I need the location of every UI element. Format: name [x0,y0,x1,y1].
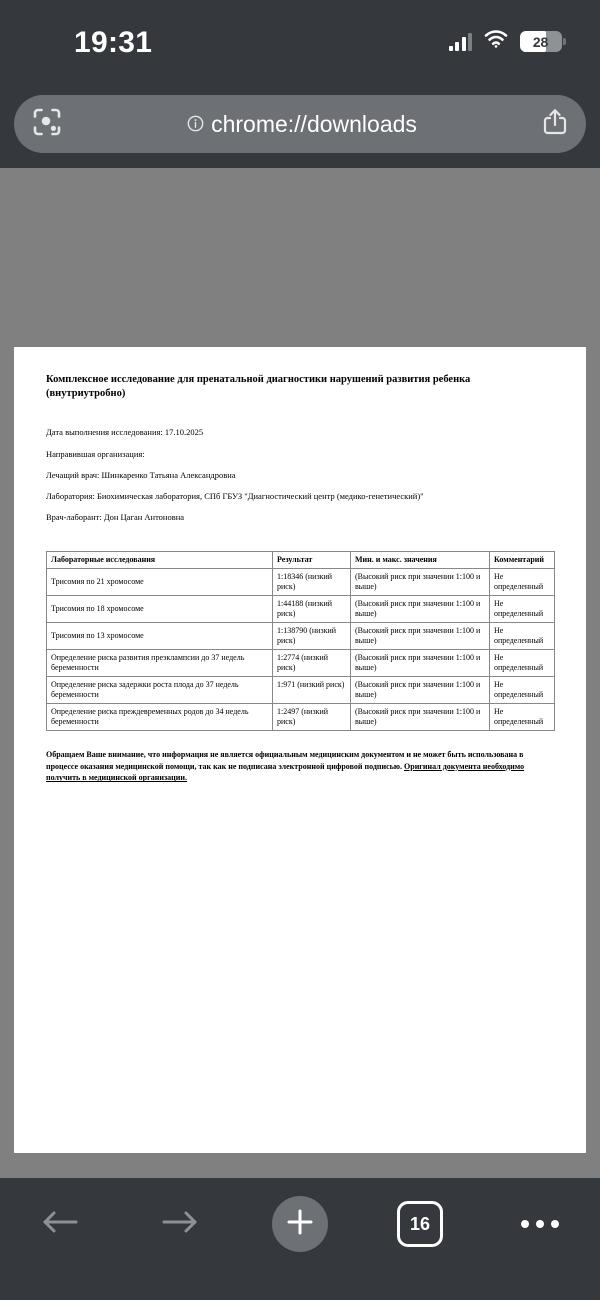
cell-range: (Высокий риск при значении 1:100 и выше) [351,623,490,650]
tab-switcher-button[interactable] [360,1190,480,1258]
back-button[interactable] [0,1190,120,1258]
cell-range: (Высокий риск при значении 1:100 и выше) [351,704,490,731]
column-header-range: Мин. и макс. значения [351,552,490,569]
url-label[interactable]: chrome://downloads [211,110,417,137]
cell-comment: Не определенный [490,704,555,731]
cell-result: 1:18346 (низкий риск) [273,569,351,596]
table-row [47,596,555,623]
cell-result: 1:971 (низкий риск) [273,677,351,704]
cell-result: 1:138790 (низкий риск) [273,623,351,650]
cellular-signal-icon [449,33,473,51]
arrow-right-icon[interactable] [160,1207,200,1242]
cell-comment: Не определенный [490,650,555,677]
document-meta-lab-technician: Врач-лаборант: Дон Цаган Антоновна [46,512,185,523]
tab-count-label: 16 [409,1213,431,1234]
cell-test-name: Трисомия по 13 хромосоме [47,623,273,650]
table-row [47,677,555,704]
document-title: Комплексное исследование для пренатальной диагностики нарушений развития ребенка (внутриутробно) [46,374,471,400]
cell-comment: Не определенный [490,623,555,650]
table-header-row [47,552,555,569]
address-bar[interactable] [14,95,586,153]
document-meta-organization: Направившая организация: [46,448,145,459]
cell-test-name: Трисомия по 21 хромосоме [47,569,273,596]
document-page [14,347,586,1153]
status-bar-clock: 19:31 [74,26,153,59]
document-disclaimer [46,749,546,784]
cell-comment: Не определенный [490,569,555,596]
share-icon[interactable] [542,107,568,142]
battery-level-label: 28 [532,33,549,50]
document-meta-doctor: Лечащий врач: Шинкаренко Татьяна Александровна [46,469,236,480]
cell-test-name: Трисомия по 18 хромосоме [47,596,273,623]
table-row [47,650,555,677]
disclaimer-text: Обращаем Ваше внимание, что информация не является официальным медицинским документом и не может быть использована в процессе оказания медицинской помощи, так как не подписана электронной цифровой подписью. [46,750,524,771]
cell-test-name: Определение риска развития преэклампсии до 37 недель беременности [47,650,273,677]
table-row [47,704,555,731]
cell-range: (Высокий риск при значении 1:100 и выше) [351,650,490,677]
more-options-button[interactable] [480,1190,600,1258]
column-header-test: Лабораторные исследования [47,552,273,569]
page-info-icon[interactable] [187,111,204,138]
cell-test-name: Определение риска преждевременных родов до 34 недель беременности [47,704,273,731]
cell-range: (Высокий риск при значении 1:100 и выше) [351,569,490,596]
column-header-result: Результат [273,552,351,569]
table-row [47,569,555,596]
browser-toolbar-top [0,88,600,168]
status-bar [0,0,600,88]
cell-comment: Не определенный [490,596,555,623]
cell-result: 1:2497 (низкий риск) [273,704,351,731]
address-bar-text-container[interactable] [62,111,542,138]
page-viewport[interactable] [0,168,600,1178]
disclaimer-underlined-text: Оригинал документа необходимо получить в медицинской организации. [46,761,525,783]
plus-icon[interactable] [286,1208,314,1241]
tab-count-badge[interactable] [397,1201,443,1247]
wifi-icon [484,30,508,53]
lens-search-icon[interactable] [32,107,62,142]
cell-result: 1:2774 (низкий риск) [273,650,351,677]
document-meta-laboratory: Лаборатория: Биохимическая лаборатория, СПб ГБУЗ "Диагностический центр (медико-генетический)" [46,490,424,501]
new-tab-button[interactable] [240,1190,360,1258]
cell-test-name: Определение риска задержки роста плода до 37 недель беременности [47,677,273,704]
table-row [47,623,555,650]
cell-range: (Высокий риск при значении 1:100 и выше) [351,596,490,623]
cell-range: (Высокий риск при значении 1:100 и выше) [351,677,490,704]
arrow-left-icon[interactable] [40,1207,80,1242]
cell-comment: Не определенный [490,677,555,704]
more-horizontal-icon[interactable] [521,1220,559,1228]
browser-toolbar-bottom [0,1178,600,1300]
layout-spacer [46,533,554,545]
forward-button[interactable] [120,1190,240,1258]
column-header-comment: Комментарий [490,552,555,569]
status-bar-indicators [449,30,563,53]
cell-result: 1:44188 (низкий риск) [273,596,351,623]
battery-icon [520,31,562,52]
lab-results-table [46,551,555,731]
document-meta-date: Дата выполнения исследования: 17.10.2025 [46,427,204,438]
new-tab-circle[interactable] [272,1196,328,1252]
